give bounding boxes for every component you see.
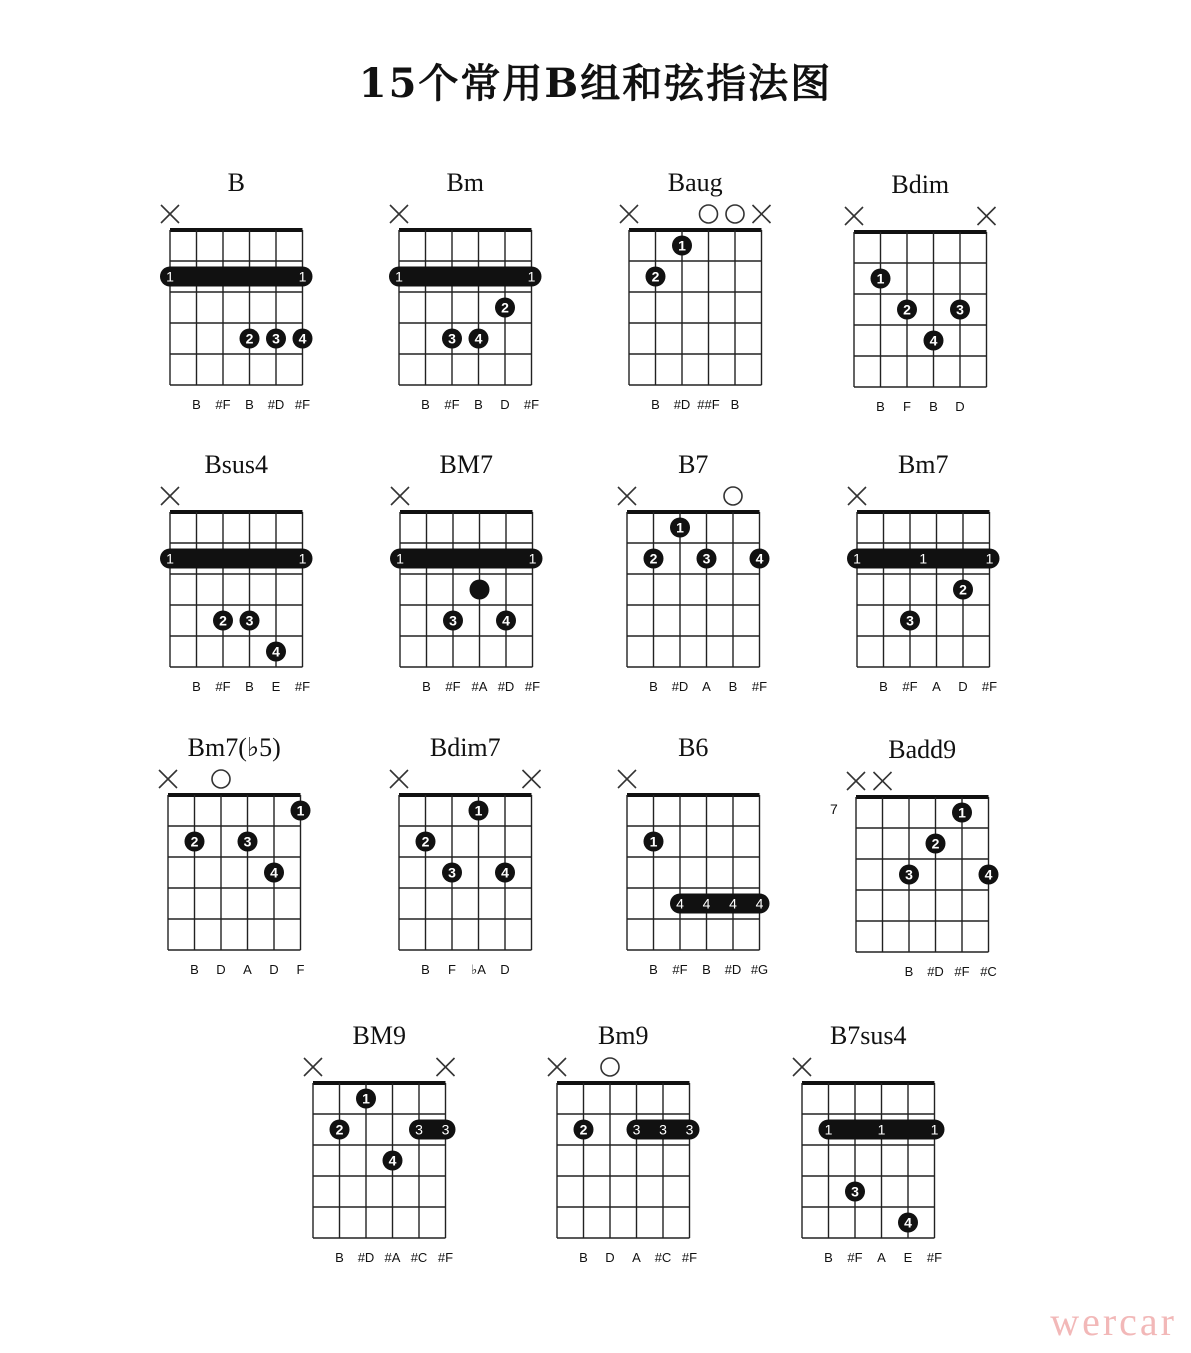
- nut: [802, 1081, 935, 1085]
- chord-name: Bm: [446, 168, 485, 197]
- finger-number: 2: [903, 301, 911, 318]
- nut: [170, 510, 303, 514]
- note-label: #D: [724, 962, 742, 977]
- finger-number: 3: [243, 833, 252, 850]
- chord-name: Bsus4: [204, 450, 269, 479]
- fretboard: [166, 230, 343, 395]
- note-label: #C: [980, 964, 997, 979]
- muted-string-icon: [437, 1058, 455, 1076]
- finger-dot: [871, 269, 891, 289]
- note-label: B: [904, 964, 914, 979]
- barre-finger-label: 1: [298, 268, 307, 285]
- note-label: #F: [523, 397, 540, 412]
- finger-number: 1: [296, 802, 305, 819]
- muted-string-icon: [390, 205, 408, 223]
- note-label: B: [730, 397, 740, 412]
- chord-name: B7: [678, 450, 709, 479]
- note-label: #C: [654, 1250, 672, 1265]
- note-label: F: [448, 962, 456, 977]
- finger-number: 2: [579, 1121, 588, 1138]
- finger-dot: [574, 1120, 594, 1140]
- muted-string-icon: [618, 770, 636, 788]
- note-label: #F: [926, 1250, 943, 1265]
- finger-number: 4: [904, 1214, 912, 1231]
- note-label: B: [421, 397, 430, 412]
- note-label: B: [728, 679, 738, 694]
- finger-number: 4: [501, 864, 509, 881]
- finger-dot: [442, 863, 462, 883]
- open-string-icon: [212, 770, 230, 788]
- barre: [160, 267, 313, 287]
- finger-number: 4: [755, 550, 764, 567]
- barre-finger-label: 1: [824, 1121, 833, 1138]
- note-label: D: [500, 962, 510, 977]
- chord-name: Bdim7: [429, 733, 501, 762]
- note-label: B: [702, 962, 711, 977]
- finger-number: 4: [388, 1152, 397, 1169]
- nut: [857, 510, 990, 514]
- finger-number: 3: [272, 330, 280, 347]
- finger-dot: [926, 834, 946, 854]
- finger-dot: [240, 329, 260, 349]
- finger-number: 3: [956, 301, 964, 318]
- finger-number: 3: [702, 550, 711, 567]
- chord-name: Bm9: [597, 1021, 649, 1050]
- finger-number: 3: [448, 330, 456, 347]
- finger-dot: [264, 863, 284, 883]
- finger-dot: [697, 549, 717, 569]
- finger-number: 4: [272, 643, 280, 660]
- nut: [854, 230, 987, 234]
- open-string-icon: [700, 205, 718, 223]
- muted-string-icon: [159, 770, 177, 788]
- barre-finger-label: 1: [166, 550, 174, 567]
- note-label: B: [579, 1250, 588, 1265]
- barre-finger-label: 3: [441, 1121, 450, 1138]
- muted-string-icon: [304, 1058, 322, 1076]
- finger-dot: [443, 611, 463, 631]
- nut: [856, 795, 989, 799]
- barre: [390, 549, 543, 569]
- muted-string-icon: [548, 1058, 566, 1076]
- finger-dot: [291, 801, 311, 821]
- barre-finger-label: 3: [685, 1121, 694, 1138]
- finger-number: 4: [270, 864, 278, 881]
- page-title: 15个常用B组和弦指法图: [358, 60, 833, 107]
- finger-dot: [672, 236, 692, 256]
- finger-dot: [495, 298, 515, 318]
- note-label: #D: [927, 964, 944, 979]
- note-label: #A: [384, 1250, 401, 1265]
- finger-dot: [924, 331, 944, 351]
- muted-string-icon: [391, 487, 409, 505]
- finger-dot: [356, 1089, 376, 1109]
- barre-finger-label: 1: [853, 550, 861, 567]
- note-label: B: [421, 962, 430, 977]
- finger-number: 2: [190, 833, 199, 850]
- note-label: B: [192, 679, 201, 694]
- note-label: #D: [671, 679, 689, 694]
- note-label: F: [296, 962, 305, 977]
- fretboard: [557, 1083, 730, 1248]
- barre-finger-label: 3: [415, 1121, 423, 1138]
- note-label: ♭A: [471, 962, 486, 977]
- finger-dot: [953, 580, 973, 600]
- chord-name: Baug: [667, 168, 723, 197]
- finger-number: 1: [876, 270, 885, 287]
- note-label: #F: [681, 1250, 698, 1265]
- finger-number: 1: [649, 833, 658, 850]
- finger-dot: [240, 611, 260, 631]
- fretboard: [168, 795, 341, 960]
- note-label: D: [958, 679, 968, 694]
- muted-string-icon: [390, 770, 408, 788]
- fretboard: [395, 230, 572, 395]
- note-label: D: [500, 397, 510, 412]
- fretboard: [854, 232, 1027, 397]
- barre-finger-label: 1: [395, 268, 403, 285]
- barre-finger-label: 1: [527, 268, 536, 285]
- barre: [670, 894, 770, 914]
- barre: [627, 1120, 700, 1140]
- barre-finger-label: 4: [729, 895, 737, 912]
- finger-dot: [185, 832, 205, 852]
- chord-name: B6: [678, 733, 709, 762]
- finger-dot: [898, 1213, 918, 1233]
- muted-string-icon: [753, 205, 771, 223]
- note-label: #F: [215, 397, 231, 412]
- chord-name: BM7: [439, 450, 493, 479]
- nut: [399, 228, 532, 232]
- note-label: #F: [954, 964, 970, 979]
- open-string-icon: [724, 487, 742, 505]
- barre-finger-label: 1: [985, 550, 994, 567]
- finger-number: 2: [335, 1121, 344, 1138]
- finger-number: 1: [678, 237, 686, 254]
- muted-string-icon: [793, 1058, 811, 1076]
- finger-dot: [900, 611, 920, 631]
- finger-number: 3: [906, 612, 914, 629]
- barre-finger-label: 1: [877, 1121, 886, 1138]
- finger-number: 1: [958, 804, 966, 821]
- nut: [168, 793, 301, 797]
- nut: [629, 228, 762, 232]
- note-label: D: [605, 1250, 615, 1265]
- fretboard: [629, 230, 802, 395]
- note-label: F: [903, 399, 911, 414]
- note-label: B: [192, 397, 201, 412]
- fretboard: [802, 1083, 975, 1248]
- note-label: #D: [267, 397, 285, 412]
- finger-number: 2: [421, 833, 430, 850]
- note-label: #F: [445, 679, 461, 694]
- finger-dot: [383, 1151, 403, 1171]
- note-label: A: [243, 962, 252, 977]
- finger-number: 3: [851, 1183, 859, 1200]
- finger-dot: [845, 1182, 865, 1202]
- note-label: B: [879, 679, 888, 694]
- chord-name: Bm7(♭5): [187, 733, 281, 762]
- finger-dot: [899, 865, 919, 885]
- barre: [160, 549, 313, 569]
- note-label: B: [474, 397, 483, 412]
- note-label: A: [702, 679, 711, 694]
- barre-finger-label: 3: [632, 1121, 641, 1138]
- barre-finger-label: 1: [919, 550, 928, 567]
- finger-dot: [416, 832, 436, 852]
- note-label: #F: [902, 679, 918, 694]
- finger-dot: [496, 611, 516, 631]
- finger-dot: [979, 865, 999, 885]
- nut: [399, 793, 532, 797]
- finger-dot: [670, 518, 690, 538]
- fretboard: [166, 512, 343, 677]
- note-label: #F: [524, 679, 541, 694]
- finger-dot: [330, 1120, 350, 1140]
- note-label: #A: [471, 679, 488, 694]
- barre-finger-label: 1: [166, 268, 174, 285]
- nut: [627, 510, 760, 514]
- finger-number: 2: [959, 581, 967, 598]
- note-label: A: [932, 679, 941, 694]
- note-label: E: [271, 679, 281, 694]
- note-label: D: [269, 962, 279, 977]
- note-label: D: [216, 962, 226, 977]
- note-label: #F: [981, 679, 998, 694]
- chord-name: B7sus4: [829, 1021, 907, 1050]
- finger-dot: [950, 300, 970, 320]
- barre: [819, 1120, 945, 1140]
- muted-string-icon: [978, 207, 996, 225]
- muted-string-icon: [847, 772, 865, 790]
- open-string-icon: [726, 205, 744, 223]
- note-label: D: [955, 399, 965, 414]
- finger-number: 3: [245, 612, 254, 629]
- finger-dot: [238, 832, 258, 852]
- fretboard: [856, 797, 1029, 962]
- fretboard: [627, 795, 800, 960]
- barre-finger-label: 4: [676, 895, 684, 912]
- chord-name: BM9: [352, 1021, 406, 1050]
- nut: [557, 1081, 690, 1085]
- chord-name: B: [227, 168, 245, 197]
- finger-number: 1: [676, 519, 684, 536]
- finger-number: 4: [929, 332, 938, 349]
- barre-finger-label: 1: [528, 550, 537, 567]
- note-label: B: [649, 962, 658, 977]
- fretboard: [313, 1083, 486, 1248]
- chord-name: Badd9: [888, 735, 957, 764]
- fretboard: [396, 512, 573, 677]
- barre: [847, 549, 1000, 569]
- barre-finger-label: 1: [930, 1121, 939, 1138]
- note-label: B: [245, 397, 254, 412]
- note-label: B: [190, 962, 199, 977]
- finger-dot: [469, 329, 489, 349]
- finger-number: 1: [474, 802, 483, 819]
- note-label: B: [876, 399, 885, 414]
- note-label: #F: [444, 397, 460, 412]
- finger-number: 2: [501, 299, 509, 316]
- note-label: B: [824, 1250, 833, 1265]
- barre-finger-label: 3: [659, 1121, 667, 1138]
- barre-finger-label: 1: [298, 550, 307, 567]
- finger-number: 1: [362, 1090, 370, 1107]
- finger-dot: [897, 300, 917, 320]
- note-label: E: [903, 1250, 913, 1265]
- muted-string-icon: [620, 205, 638, 223]
- finger-number: 4: [984, 866, 993, 883]
- finger-dot: [750, 549, 770, 569]
- muted-string-icon: [874, 772, 892, 790]
- nut: [170, 228, 303, 232]
- finger-number: 2: [245, 330, 254, 347]
- finger-dot: [470, 580, 490, 600]
- finger-number: 2: [651, 268, 660, 285]
- barre-finger-label: 4: [755, 895, 764, 912]
- note-label: B: [422, 679, 431, 694]
- note-label: B: [651, 397, 660, 412]
- note-label: #D: [673, 397, 691, 412]
- note-label: #C: [410, 1250, 428, 1265]
- note-label: #F: [294, 679, 311, 694]
- nut: [313, 1081, 446, 1085]
- muted-string-icon: [161, 205, 179, 223]
- muted-string-icon: [848, 487, 866, 505]
- nut: [627, 793, 760, 797]
- fret-position-label: 7: [830, 801, 838, 817]
- finger-number: 4: [502, 612, 510, 629]
- finger-number: 2: [649, 550, 658, 567]
- note-label: #F: [294, 397, 311, 412]
- note-label: #G: [750, 962, 769, 977]
- muted-string-icon: [161, 487, 179, 505]
- finger-number: 3: [448, 864, 456, 881]
- barre: [389, 267, 542, 287]
- open-string-icon: [601, 1058, 619, 1076]
- nut: [400, 510, 533, 514]
- finger-number: 3: [905, 866, 913, 883]
- muted-string-icon: [845, 207, 863, 225]
- note-label: B: [649, 679, 658, 694]
- finger-number: 4: [298, 330, 307, 347]
- barre-finger-label: 1: [396, 550, 404, 567]
- note-label: #F: [847, 1250, 863, 1265]
- finger-number: 3: [449, 612, 457, 629]
- note-label: A: [877, 1250, 886, 1265]
- finger-dot: [266, 642, 286, 662]
- finger-dot: [646, 267, 666, 287]
- fretboard: [627, 512, 800, 677]
- finger-number: 2: [931, 835, 940, 852]
- note-label: B: [245, 679, 254, 694]
- finger-dot: [495, 863, 515, 883]
- finger-dot: [442, 329, 462, 349]
- note-label: #D: [357, 1250, 375, 1265]
- note-label: B: [929, 399, 938, 414]
- note-label: #F: [215, 679, 231, 694]
- muted-string-icon: [618, 487, 636, 505]
- finger-number: 2: [219, 612, 227, 629]
- note-label: B: [335, 1250, 344, 1265]
- finger-dot: [644, 832, 664, 852]
- finger-dot: [644, 549, 664, 569]
- chord-name: Bm7: [897, 450, 949, 479]
- finger-dot: [293, 329, 313, 349]
- finger-dot: [213, 611, 233, 631]
- fretboard: [853, 512, 1030, 677]
- watermark: wercar: [1050, 1299, 1177, 1344]
- barre: [409, 1120, 456, 1140]
- note-label: A: [632, 1250, 641, 1265]
- note-label: #F: [672, 962, 688, 977]
- note-label: #D: [497, 679, 515, 694]
- chord-name: Bdim: [891, 170, 950, 199]
- finger-number: 4: [474, 330, 483, 347]
- finger-dot: [469, 801, 489, 821]
- finger-dot: [266, 329, 286, 349]
- note-label: #F: [437, 1250, 454, 1265]
- muted-string-icon: [523, 770, 541, 788]
- note-label: ##F: [697, 397, 720, 412]
- finger-dot: [952, 803, 972, 823]
- note-label: #F: [751, 679, 768, 694]
- barre-finger-label: 4: [702, 895, 711, 912]
- fretboard: [399, 795, 572, 960]
